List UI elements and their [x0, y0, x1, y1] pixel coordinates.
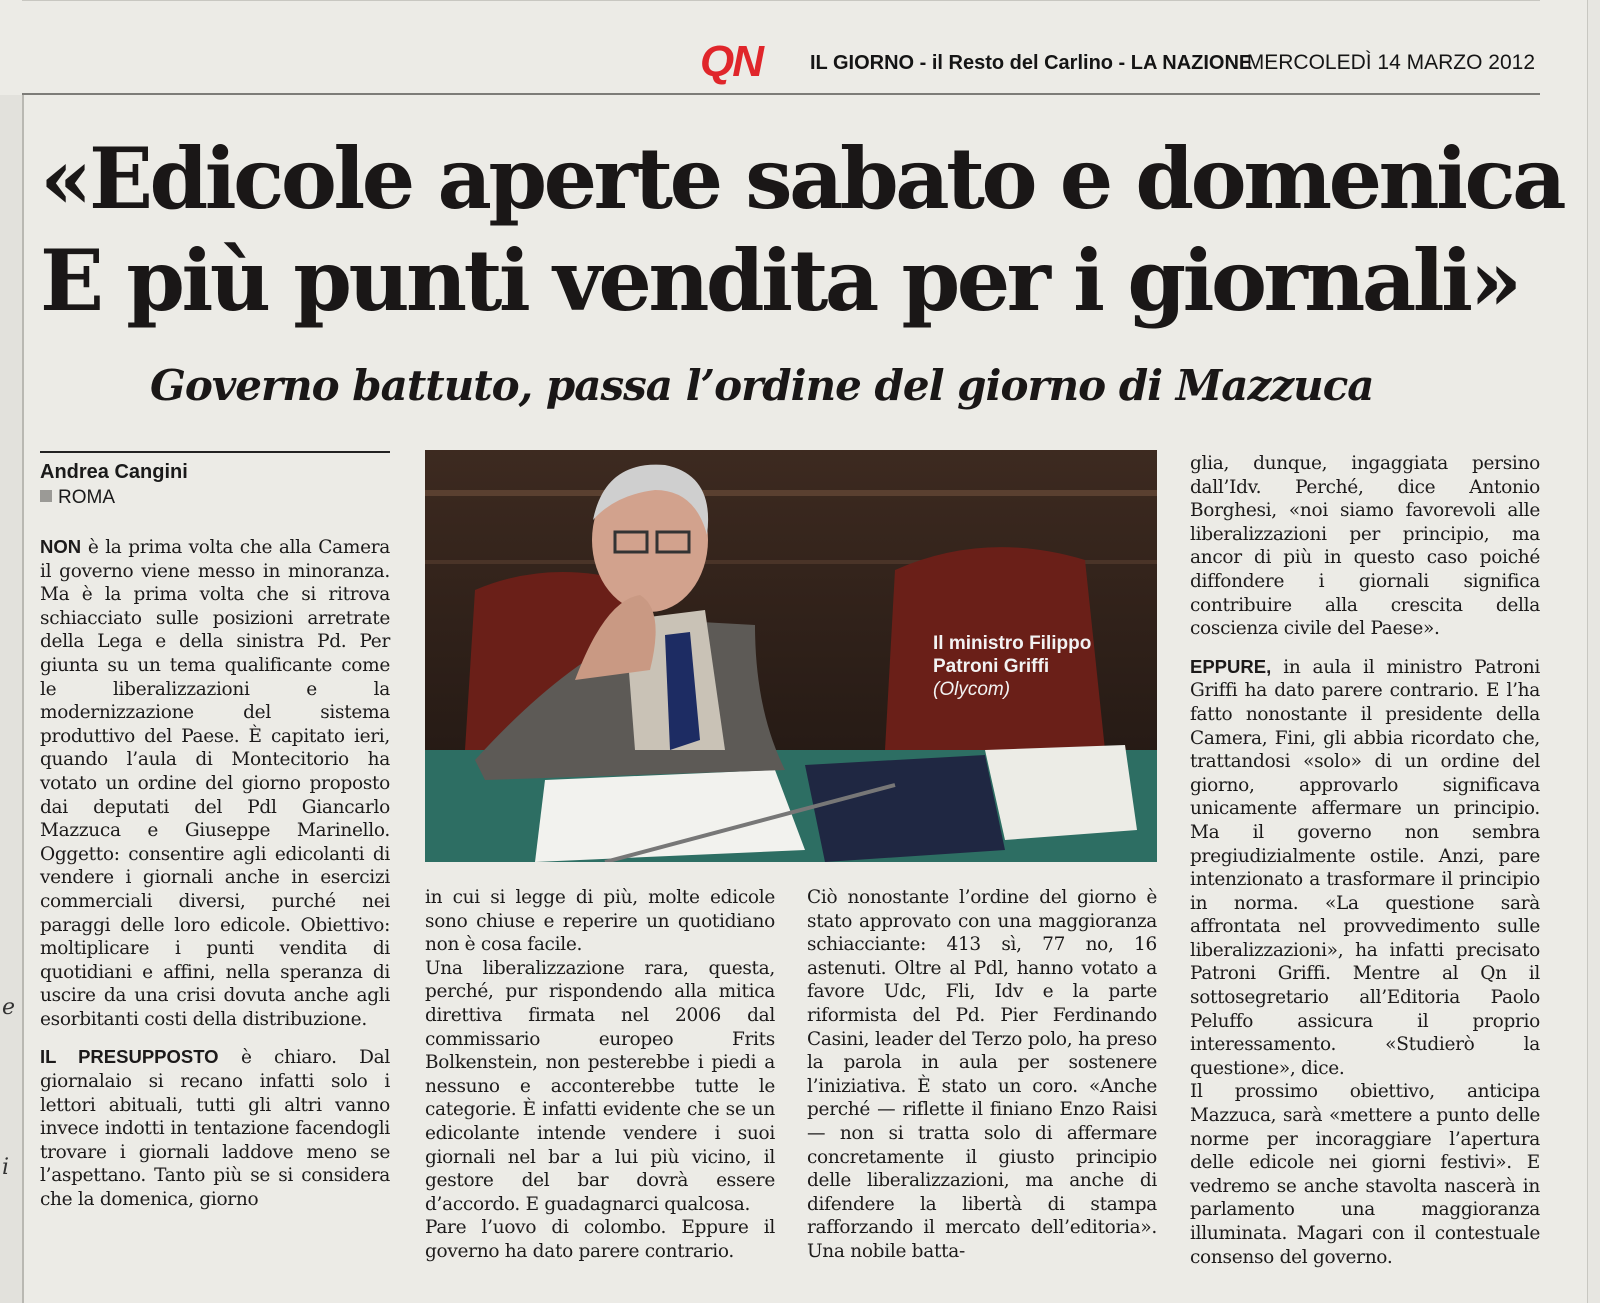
square-bullet-icon — [40, 490, 52, 502]
right-page-edge — [1587, 0, 1600, 1303]
left-page-edge — [0, 95, 24, 1303]
photo-caption — [933, 632, 1143, 701]
subheadline: Governo battuto, passa l’ordine del giorno di Mazzuca — [150, 361, 1374, 410]
masthead — [700, 37, 1535, 86]
issue-date: MERCOLEDÌ 14 MARZO 2012 — [1246, 51, 1535, 74]
page-top-edge — [22, 0, 1540, 1]
newspaper-names: IL GIORNO - il Resto del Carlino - LA NAZIONE — [810, 52, 1253, 74]
paragraph: Pare l’uovo di colombo. Eppure il governo ha dato parere contrario. — [425, 1217, 775, 1262]
headline — [40, 128, 1564, 332]
article-column-3 — [807, 886, 1157, 1264]
article-column-2 — [425, 886, 775, 1264]
headline-line-2: E più punti vendita per i giornali» — [40, 231, 1519, 330]
paragraph-text: è la prima volta che alla Camera il governo viene messo in minoranza. Ma è la prima volta che si ritrova schiacciato sulle posizioni arretrate della Lega e della sinistra Pd. Per giunta su un tema qualificante come le liberalizzazioni e la modernizzazione del sistema produttivo del Paese. È capitato ieri, quando l’aula di Montecitorio ha votato un ordine del giorno proposto dai deputati del Pdl Giancarlo Mazzuca e Giuseppe Marinello. Oggetto: consentire agli edicolanti di vendere i giornali anche in esercizi commerciali diversi, purché nei paraggi delle loro edicole. Obiettivo: moltiplicare i punti vendita di quotidiani e affini, nella speranza di uscire da una crisi dovuta anche agli esorbitanti costi della distribuzione. — [40, 537, 390, 1030]
article-column-1 — [40, 535, 390, 1212]
caption-text: Il ministro Filippo Patroni Griffi — [933, 633, 1092, 677]
paragraph-text: è chiaro. Dal giornalaio si recano infatti solo i lettori abituali, tutti gli altri vanno invece indotti in tentazione facendogli trovare i giornali laddove meno se l’aspettano. Tanto più se si considera che la domenica, giorno — [40, 1047, 390, 1211]
lead-word: NON — [40, 536, 82, 557]
article-column-4 — [1190, 452, 1540, 1269]
margin-char: e — [2, 995, 16, 1020]
paragraph: Ciò nonostante l’ordine del giorno è stato approvato con una maggioranza schiacciante: 413 sì, 77 no, 16 astenuti. Oltre al Pdl, hanno votato a favore Udc, Fli, Idv e la parte riformista del Pd. Pier Ferdinando Casini, leader del Terzo polo, ha preso la parola in aula per sostenere l’iniziativa. È stato un coro. «Anche perché — riflette il finiano Enzo Raisi — non si tratta solo di affermare concretamente il giusto principio delle liberalizzazioni, ma anche di difendere la libertà di stampa rafforzando il mercato dell’editoria». Una nobile batta- — [807, 887, 1157, 1262]
paragraph — [40, 535, 390, 1031]
paragraph: Il prossimo obiettivo, anticipa Mazzuca, sarà «mettere a punto delle norme per incoraggiare l’apertura delle edicole nei giorni festivi». E vedremo se anche stavolta nascerà in parlamento una maggioranza illuminata. Magari con il contestuale consenso del governo. — [1190, 1081, 1540, 1268]
qn-logo: QN — [700, 37, 762, 86]
photo-credit: (Olycom) — [933, 679, 1011, 700]
location-text: ROMA — [58, 487, 115, 508]
dateline — [40, 487, 115, 509]
paragraph — [1190, 655, 1540, 1081]
paragraph: glia, dunque, ingaggiata persino dall’Idv. Perché, dice Antonio Borghesi, «noi siamo favorevoli alle liberalizzazioni per principio, ma ancor di più in questo caso poiché diffondere i giornali significa contribuire alla crescita della coscienza civile del Paese». — [1190, 453, 1540, 640]
author-name: Andrea Cangini — [40, 461, 188, 483]
lead-word: EPPURE, — [1190, 655, 1272, 677]
masthead-rule — [22, 93, 1540, 95]
paragraph: Una liberalizzazione rara, questa, perché, pur rispondendo alla mitica direttiva firmata nel 2006 dal commissario europeo Frits Bolkenstein, non pesterebbe i piedi a nessuno e acconterebbe tutte le categorie. È infatti evidente che se un edicolante intende vendere i suoi giornali nel bar a lui più vicino, il gestore del bar dovrà essere d’accordo. E guadagnarci qualcosa. — [425, 957, 775, 1215]
paragraph: in cui si legge di più, molte edicole sono chiuse e reperire un quotidiano non è cosa facile. — [425, 887, 775, 956]
byline-rule — [40, 451, 390, 453]
lead-word: IL PRESUPPOSTO — [40, 1046, 219, 1068]
paragraph — [40, 1045, 390, 1211]
headline-line-1: «Edicole aperte sabato e domenica — [40, 129, 1564, 228]
paragraph-text: in aula il ministro Patroni Griffi ha dato parere contrario. E l’ha fatto nonostante il presidente della Camera, Fini, gli abbia ricordato che, trattandosi «solo» di un ordine del giorno, approvarlo significava unicamente affermare un principio. Ma il governo non sembra pregiudizialmente ostile. Anzi, pare intenzionato a trasformare il principio in norma. «La questione sarà affrontata nel provvedimento sulle liberalizzazioni», ha infatti precisato Patroni Griffi. Mentre al Qn il sottosegretario all’Editoria Paolo Peluffo assicura il proprio interessamento. «Studierò la questione», dice. — [1190, 656, 1540, 1079]
margin-char: i — [2, 1155, 10, 1180]
